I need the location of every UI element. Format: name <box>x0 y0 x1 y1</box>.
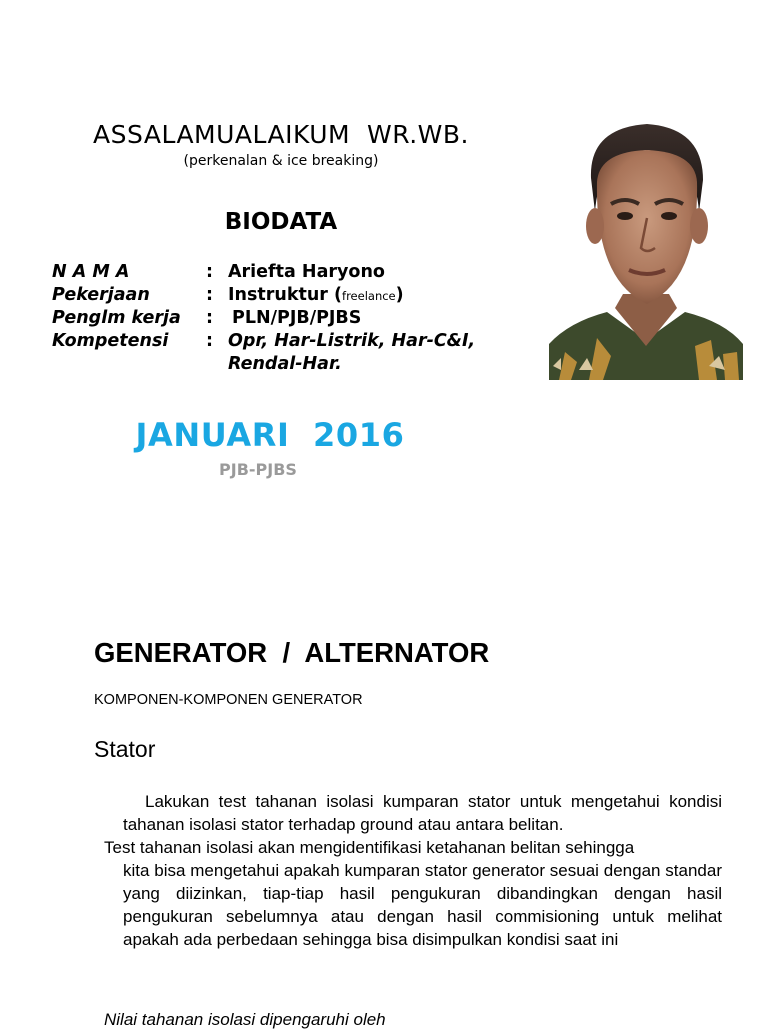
biodata-value: Rendal-Har. <box>228 354 342 374</box>
biodata-colon: : <box>206 331 213 351</box>
stator-heading: Stator <box>94 736 156 762</box>
greeting-subtitle: (perkenalan & ice breaking) <box>183 153 379 169</box>
biodata-label: N A M A <box>52 262 130 282</box>
biodata-value-main: Instruktur ( <box>228 285 343 305</box>
biodata-value-small: freelance <box>342 289 396 303</box>
paragraph-insulation-detail: kita bisa mengetahui apakah kumparan stator generator sesuai dengan standar yang diizinkan, tiap-tiap hasil pengukuran dibandingkan dengan hasil pengukuran sebelumnya atau dengan hasil commisioning untuk melihat apakah ada perbedaan sehingga bisa disimpulkan kondisi saat ini <box>123 861 722 949</box>
biodata-value: Opr, Har-Listrik, Har-C&I, <box>228 331 476 351</box>
biodata-colon: : <box>206 262 213 282</box>
biodata-value: PLN/PJB/PJBS <box>232 308 362 328</box>
paragraph-insulation-test: Lakukan test tahanan isolasi kumparan stator untuk mengetahui kondisi tahanan isolasi stator terhadap ground atau antara belitan. <box>123 792 722 834</box>
section-subtitle: KOMPONEN-KOMPONEN GENERATOR <box>94 692 363 708</box>
trailing-text: Nilai tahanan isolasi dipengaruhi oleh <box>104 1010 386 1029</box>
profile-photo <box>549 108 743 380</box>
biodata-value <box>228 285 404 305</box>
biodata-value: Ariefta Haryono <box>228 262 385 282</box>
biodata-value-end: ) <box>395 285 404 305</box>
organization-label: PJB-PJBS <box>219 460 297 479</box>
paragraph-lead-line: Test tahanan isolasi akan mengidentifikasi ketahanan belitan sehingga <box>104 838 635 857</box>
biodata-label: Penglm kerja <box>52 308 181 328</box>
section-title: GENERATOR / ALTERNATOR <box>94 637 490 668</box>
biodata-colon: : <box>206 285 213 305</box>
biodata-colon: : <box>206 308 213 328</box>
presentation-date: JANUARI 2016 <box>135 416 405 454</box>
biodata-label: Kompetensi <box>52 331 169 351</box>
biodata-label: Pekerjaan <box>52 285 150 305</box>
biodata-title: BIODATA <box>224 209 338 235</box>
greeting-title: ASSALAMUALAIKUM WR.WB. <box>93 120 469 149</box>
